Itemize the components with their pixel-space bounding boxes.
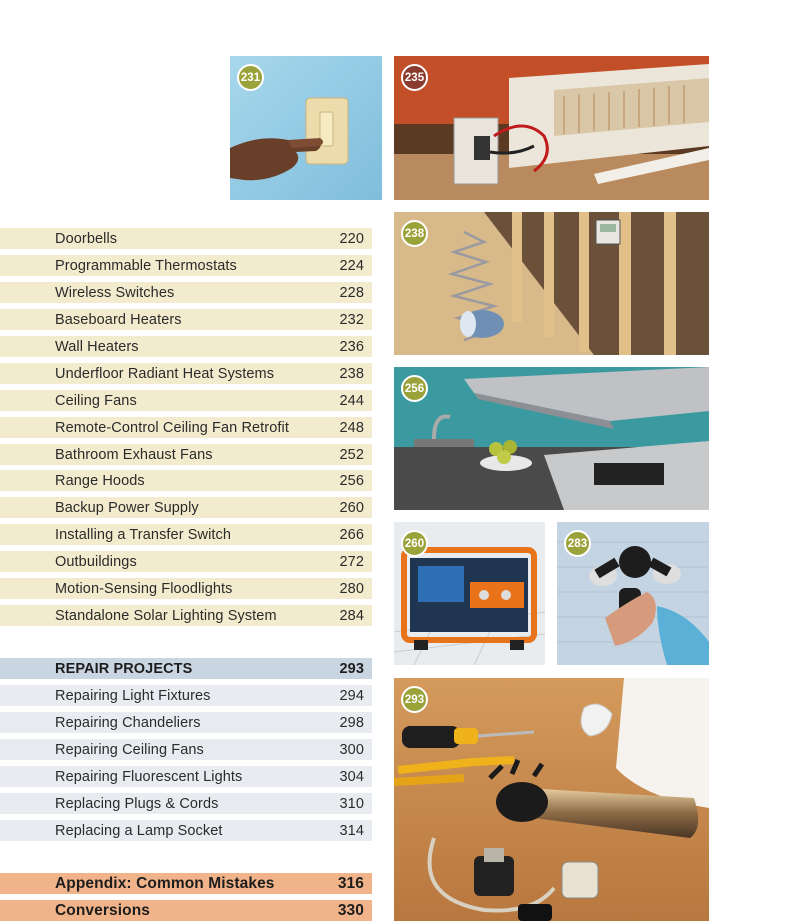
toc-entry-title: Replacing Plugs & Cords	[55, 795, 219, 812]
photo-baseboard-heater	[394, 56, 709, 200]
toc-entry[interactable]	[0, 685, 372, 706]
toc-entry[interactable]	[0, 739, 372, 760]
toc-entry[interactable]	[0, 605, 372, 626]
toc-entry[interactable]	[0, 309, 372, 330]
page-badge: 293	[401, 686, 428, 713]
radiant-heat-illustration	[394, 212, 709, 355]
toc-entry[interactable]	[0, 820, 372, 841]
toc-entry[interactable]	[0, 390, 372, 411]
toc-entry-title: Wall Heaters	[55, 338, 139, 355]
toc-entry[interactable]	[0, 578, 372, 599]
toc-entry-page: 272	[339, 553, 364, 570]
toc-entry-page: 294	[339, 687, 364, 704]
toc-entry[interactable]	[0, 282, 372, 303]
toc-entry-title: Standalone Solar Lighting System	[55, 607, 277, 624]
toc-entry-page: 238	[339, 365, 364, 382]
toc-entry[interactable]	[0, 497, 372, 518]
toc-entry-title: Repairing Ceiling Fans	[55, 741, 204, 758]
toc-conversions[interactable]	[0, 900, 372, 921]
toc-entry-page: 260	[339, 499, 364, 516]
toc-entry[interactable]	[0, 363, 372, 384]
toc-entry-title: Replacing a Lamp Socket	[55, 822, 223, 839]
toc-heading-page: 293	[339, 660, 364, 677]
toc-entry[interactable]	[0, 524, 372, 545]
toc-entry-title: Installing a Transfer Switch	[55, 526, 232, 543]
toc-entry-page: 310	[339, 795, 364, 812]
toc-entry-title: Bathroom Exhaust Fans	[55, 446, 213, 463]
page-badge: 238	[401, 220, 428, 247]
toc-entry[interactable]	[0, 793, 372, 814]
toc-entry-page: 236	[339, 338, 364, 355]
toc-entry-page: 314	[339, 822, 364, 839]
toc-entry-page: 220	[339, 230, 364, 247]
toc-appendix[interactable]	[0, 873, 372, 894]
toc-entry-page: 244	[339, 392, 364, 409]
toc-entry-page: 248	[339, 419, 364, 436]
toc-entry-page: 232	[339, 311, 364, 328]
toc-entry-title: Baseboard Heaters	[55, 311, 182, 328]
toc-entry[interactable]	[0, 228, 372, 249]
photo-range-hood	[394, 367, 709, 510]
toc-entry-page: 298	[339, 714, 364, 731]
toc-entry-title: Appendix: Common Mistakes	[55, 874, 275, 892]
photo-lamp-repair	[394, 678, 709, 921]
toc-entry-page: 330	[337, 901, 364, 919]
toc-entry-title: Motion-Sensing Floodlights	[55, 580, 233, 597]
toc-entry-title: Repairing Chandeliers	[55, 714, 201, 731]
toc-entry-title: Repairing Light Fixtures	[55, 687, 211, 704]
page-badge: 235	[401, 64, 428, 91]
photo-radiant-heat	[394, 212, 709, 355]
toc-entry-title: Wireless Switches	[55, 284, 175, 301]
photo-generator	[394, 522, 545, 665]
toc-entry-title: Repairing Fluorescent Lights	[55, 768, 243, 785]
toc-entry[interactable]	[0, 766, 372, 787]
toc-entry-page: 224	[339, 257, 364, 274]
toc-entry-title: Underfloor Radiant Heat Systems	[55, 365, 275, 382]
toc-entry[interactable]	[0, 551, 372, 572]
range-hood-illustration	[394, 367, 709, 510]
toc-heading-title: REPAIR PROJECTS	[55, 660, 193, 677]
toc-entry-title: Outbuildings	[55, 553, 137, 570]
toc-entry-title: Ceiling Fans	[55, 392, 137, 409]
toc-entry[interactable]	[0, 336, 372, 357]
toc-entry-title: Programmable Thermostats	[55, 257, 237, 274]
toc-entry-title: Doorbells	[55, 230, 118, 247]
toc-entry-page: 266	[339, 526, 364, 543]
toc-entry-title: Conversions	[55, 901, 150, 919]
toc-entry-page: 256	[339, 472, 364, 489]
toc-entry[interactable]	[0, 470, 372, 491]
page-badge: 260	[401, 530, 428, 557]
lamp-repair-illustration	[394, 678, 709, 921]
page-badge: 256	[401, 375, 428, 402]
toc-entry[interactable]	[0, 255, 372, 276]
toc-entry-title: Backup Power Supply	[55, 499, 199, 516]
toc-entry-page: 280	[339, 580, 364, 597]
page-badge: 283	[564, 530, 591, 557]
toc-entry-page: 284	[339, 607, 364, 624]
toc-entry-page: 228	[339, 284, 364, 301]
toc-entry-page: 252	[339, 446, 364, 463]
toc-entry-title: Remote-Control Ceiling Fan Retrofit	[55, 419, 289, 436]
toc-entry[interactable]	[0, 712, 372, 733]
toc-entry-title: Range Hoods	[55, 472, 145, 489]
baseboard-heater-illustration	[394, 56, 709, 200]
photo-light-switch	[230, 56, 382, 200]
toc-section-heading-repair[interactable]	[0, 658, 372, 679]
toc-entry[interactable]	[0, 417, 372, 438]
toc-entry[interactable]	[0, 444, 372, 465]
toc-entry-page: 316	[337, 874, 364, 892]
page-badge: 231	[237, 64, 264, 91]
photo-floodlight	[557, 522, 709, 665]
toc-entry-page: 300	[339, 741, 364, 758]
toc-entry-page: 304	[339, 768, 364, 785]
